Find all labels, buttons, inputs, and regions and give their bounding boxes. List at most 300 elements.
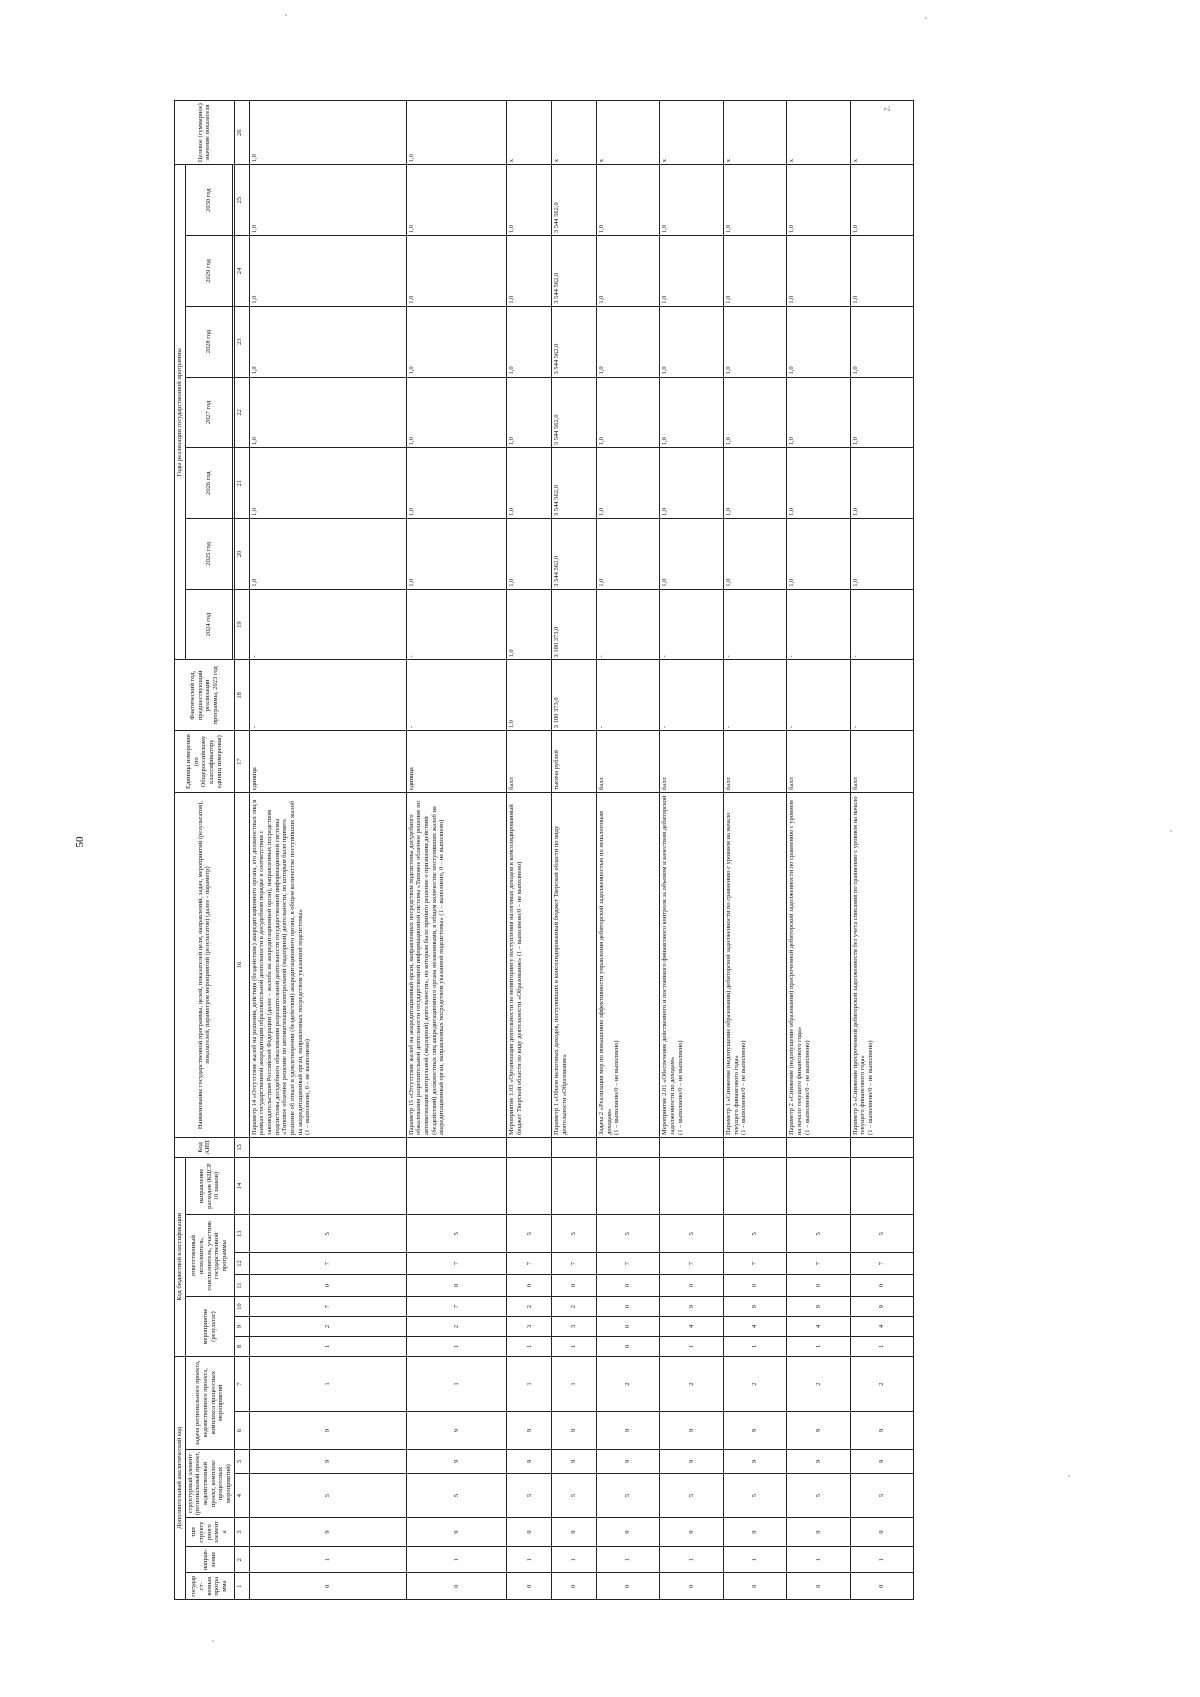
code-cell: 5 bbox=[596, 1474, 659, 1518]
code-cell bbox=[249, 1137, 406, 1157]
code-cell: 9 bbox=[596, 1412, 659, 1450]
code-cell: 9 bbox=[850, 1297, 914, 1317]
year-value-cell: 1,0 bbox=[507, 377, 552, 448]
year-value-cell: 1,0 bbox=[507, 519, 552, 590]
year-value-cell: 1,0 bbox=[660, 448, 723, 519]
code-cell: 4 bbox=[787, 1317, 850, 1337]
header-year-2028: 2028 год bbox=[185, 306, 232, 377]
fact-year-cell: 1,0 bbox=[507, 660, 552, 731]
unit-cell: балл bbox=[787, 731, 850, 793]
header-analytic-code: Дополнительный аналитический код bbox=[175, 1356, 186, 1599]
table-row bbox=[787, 101, 850, 1600]
header-executor: ответственный исполнитель, соисполнитель, участник государственной программы bbox=[185, 1215, 234, 1297]
year-value-cell: 1,0 bbox=[406, 165, 507, 236]
code-cell: 1 bbox=[507, 1546, 552, 1573]
column-number: 15 bbox=[234, 1137, 249, 1157]
year-value-cell: - bbox=[596, 589, 659, 660]
year-value-cell: 1,0 bbox=[406, 236, 507, 307]
code-cell: 1 bbox=[850, 1336, 914, 1356]
column-number: 1 bbox=[234, 1573, 249, 1600]
year-value-cell: 1,0 bbox=[249, 165, 406, 236]
year-value-cell: 1,0 bbox=[507, 236, 552, 307]
page-number: 50 bbox=[74, 836, 86, 848]
column-number: 11 bbox=[234, 1275, 249, 1297]
code-cell: 1 bbox=[723, 1546, 786, 1573]
column-number: 23 bbox=[234, 306, 249, 377]
code-cell: 7 bbox=[723, 1252, 786, 1274]
code-cell: 0 bbox=[507, 1573, 552, 1600]
year-value-cell: 1,0 bbox=[406, 519, 507, 590]
code-cell: 5 bbox=[723, 1474, 786, 1518]
year-value-cell: 1,0 bbox=[723, 448, 786, 519]
code-cell bbox=[723, 1157, 786, 1215]
year-value-cell: 1,0 bbox=[850, 448, 914, 519]
year-value-cell: - bbox=[249, 589, 406, 660]
code-cell: 1 bbox=[552, 1356, 597, 1411]
code-cell: 0 bbox=[850, 1573, 914, 1600]
fact-year-cell: - bbox=[249, 660, 406, 731]
year-value-cell: 1,0 bbox=[507, 589, 552, 660]
column-number: 14 bbox=[234, 1157, 249, 1215]
fact-year-cell: - bbox=[723, 660, 786, 731]
code-cell bbox=[406, 1137, 507, 1157]
column-number: 24 bbox=[234, 236, 249, 307]
fact-year-cell: - bbox=[406, 660, 507, 731]
code-cell: 1 bbox=[406, 1546, 507, 1573]
year-value-cell: 1,0 bbox=[787, 306, 850, 377]
year-value-cell: - bbox=[850, 589, 914, 660]
header-direction: направ-ление bbox=[185, 1546, 234, 1573]
code-cell: 0 bbox=[660, 1573, 723, 1600]
parameter-description: Параметр 2 «Снижение (недопущение образования) просроченной дебиторской задолженности по сравнению с уровнем на начало текущего финансового года» (1 – выполнено/0 – не выполнено) bbox=[787, 793, 850, 1138]
code-cell: 9 bbox=[596, 1449, 659, 1473]
code-cell: 7 bbox=[660, 1252, 723, 1274]
code-cell: 0 bbox=[596, 1297, 659, 1317]
table-body bbox=[234, 101, 914, 1600]
year-value-cell: 1,0 bbox=[787, 165, 850, 236]
rotated-page bbox=[174, 100, 886, 1600]
code-cell: 3 bbox=[552, 1317, 597, 1337]
header-event: мероприятие (результат) bbox=[185, 1297, 234, 1357]
code-cell: 2 bbox=[660, 1356, 723, 1411]
code-cell: 9 bbox=[850, 1518, 914, 1547]
code-cell: 7 bbox=[406, 1252, 507, 1274]
code-cell: 7 bbox=[596, 1252, 659, 1274]
code-cell: 9 bbox=[660, 1297, 723, 1317]
column-number: 2 bbox=[234, 1546, 249, 1573]
year-value-cell: 1,0 bbox=[660, 377, 723, 448]
header-element: структурный элемент (региональный проект, ведомственный проект, комплекс процессных мероприятий) bbox=[185, 1449, 234, 1518]
year-value-cell: 3 544 562,0 bbox=[552, 448, 597, 519]
table-row bbox=[507, 101, 552, 1600]
code-cell bbox=[850, 1157, 914, 1215]
column-number: 5 bbox=[234, 1449, 249, 1473]
year-value-cell: 1,0 bbox=[850, 519, 914, 590]
table-row bbox=[723, 101, 786, 1600]
code-cell: 9 bbox=[249, 1518, 406, 1547]
target-cell: 1,0 bbox=[249, 101, 406, 165]
code-cell: 9 bbox=[249, 1412, 406, 1450]
header-unit: Единица измерения (по Общероссийскому классификатору единиц измерения) bbox=[175, 731, 235, 793]
code-cell: 0 bbox=[249, 1275, 406, 1297]
code-cell: 1 bbox=[552, 1336, 597, 1356]
code-cell: 5 bbox=[552, 1474, 597, 1518]
column-number: 12 bbox=[234, 1252, 249, 1274]
corner-mark: 2. bbox=[882, 105, 892, 112]
code-cell: 1 bbox=[787, 1336, 850, 1356]
year-value-cell: - bbox=[660, 589, 723, 660]
parameter-description: Параметр 1 «Объем налоговых доходов, поступивших в консолидированный бюджет Тверской области по виду деятельности «Образование» bbox=[552, 793, 597, 1138]
year-value-cell: 1,0 bbox=[596, 448, 659, 519]
code-cell: 4 bbox=[850, 1317, 914, 1337]
header-year-2024: 2024 год bbox=[185, 589, 232, 660]
unit-cell: единица bbox=[406, 731, 507, 793]
year-value-cell: 1,0 bbox=[249, 448, 406, 519]
column-number: 9 bbox=[234, 1317, 249, 1337]
unit-cell: балл bbox=[723, 731, 786, 793]
table-row bbox=[249, 101, 406, 1600]
year-value-cell: 1,0 bbox=[596, 306, 659, 377]
header-year-2026: 2026 год bbox=[185, 448, 232, 519]
header-year-2030: 2030 год bbox=[185, 165, 232, 236]
column-number: 20 bbox=[234, 519, 249, 590]
code-cell: 1 bbox=[507, 1356, 552, 1411]
code-cell: 0 bbox=[596, 1336, 659, 1356]
code-cell: 0 bbox=[660, 1275, 723, 1297]
target-cell: x bbox=[596, 101, 659, 165]
table-row bbox=[552, 101, 597, 1600]
code-cell: 5 bbox=[787, 1215, 850, 1253]
code-cell: 9 bbox=[850, 1412, 914, 1450]
code-cell: 2 bbox=[787, 1356, 850, 1411]
column-number: 17 bbox=[234, 731, 249, 793]
column-number: 19 bbox=[234, 589, 249, 660]
column-number: 10 bbox=[234, 1297, 249, 1317]
code-cell: 9 bbox=[552, 1518, 597, 1547]
header-years: Годы реализации государственной программы bbox=[175, 165, 186, 660]
parameter-description: Мероприятие 2.01 «Обеспечение действенного и постоянного финансового контроля за объемом и качеством дебиторской задолженности по доходам» (1 – выполнено/0 – не выполнено) bbox=[660, 793, 723, 1138]
target-cell: x bbox=[850, 101, 914, 165]
code-cell: 1 bbox=[596, 1546, 659, 1573]
code-cell: 7 bbox=[850, 1252, 914, 1274]
year-value-cell: 1,0 bbox=[787, 377, 850, 448]
code-cell: 9 bbox=[787, 1518, 850, 1547]
parameter-description: Задача 2 «Реализация мер по повышению эффективности управления дебиторской задолженностью по неналоговым доходам» (1 – выполнено/0 – не выполнено) bbox=[596, 793, 659, 1138]
code-cell: 5 bbox=[596, 1215, 659, 1253]
code-cell: 0 bbox=[787, 1275, 850, 1297]
column-number: 3 bbox=[234, 1518, 249, 1547]
code-cell: 1 bbox=[723, 1336, 786, 1356]
fact-year-cell: 3 180 373,0 bbox=[552, 660, 597, 731]
target-cell: x bbox=[723, 101, 786, 165]
header-task: задача регионального проекта, ведомственного проекта, комплекса процессных мероприятий bbox=[185, 1356, 234, 1449]
code-cell bbox=[596, 1137, 659, 1157]
code-cell: 7 bbox=[787, 1252, 850, 1274]
column-number: 7 bbox=[234, 1356, 249, 1411]
header-aip-code: Код АИП bbox=[175, 1137, 235, 1157]
code-cell: 0 bbox=[507, 1275, 552, 1297]
year-value-cell: 1,0 bbox=[596, 377, 659, 448]
code-cell: 5 bbox=[660, 1474, 723, 1518]
code-cell bbox=[787, 1137, 850, 1157]
code-cell: 9 bbox=[552, 1412, 597, 1450]
scan-speck bbox=[285, 14, 287, 16]
code-cell: 9 bbox=[507, 1449, 552, 1473]
code-cell: 1 bbox=[249, 1336, 406, 1356]
code-cell: 1 bbox=[660, 1546, 723, 1573]
code-cell: 1 bbox=[660, 1336, 723, 1356]
code-cell: 9 bbox=[596, 1518, 659, 1547]
year-value-cell: - bbox=[406, 589, 507, 660]
code-cell: 5 bbox=[723, 1215, 786, 1253]
code-cell: 9 bbox=[723, 1518, 786, 1547]
year-value-cell: 3 180 373,0 bbox=[552, 589, 597, 660]
parameter-description: Параметр 3 «Снижение просроченной дебиторской задолженности без учета списания по сравнению с уровнем на начало текущего финансового года» (1 – выполнено/0 – не выполнено) bbox=[850, 793, 914, 1138]
year-value-cell: 1,0 bbox=[723, 377, 786, 448]
code-cell: 9 bbox=[406, 1518, 507, 1547]
code-cell bbox=[507, 1157, 552, 1215]
program-table bbox=[174, 100, 914, 1600]
scan-speck bbox=[925, 17, 927, 19]
column-number-row bbox=[234, 101, 249, 1600]
header-year-2027: 2027 год bbox=[185, 377, 232, 448]
code-cell: 9 bbox=[787, 1297, 850, 1317]
code-cell: 0 bbox=[596, 1275, 659, 1297]
code-cell: 1 bbox=[552, 1546, 597, 1573]
year-value-cell: 1,0 bbox=[507, 165, 552, 236]
year-value-cell: - bbox=[723, 589, 786, 660]
code-cell bbox=[552, 1137, 597, 1157]
code-cell bbox=[660, 1157, 723, 1215]
code-cell: 9 bbox=[249, 1449, 406, 1473]
year-value-cell: 1,0 bbox=[723, 306, 786, 377]
code-cell: 9 bbox=[406, 1449, 507, 1473]
code-cell: 9 bbox=[723, 1412, 786, 1450]
code-cell: 7 bbox=[249, 1297, 406, 1317]
year-value-cell: - bbox=[787, 589, 850, 660]
year-value-cell: 1,0 bbox=[406, 306, 507, 377]
code-cell: 2 bbox=[596, 1356, 659, 1411]
code-cell: 9 bbox=[660, 1449, 723, 1473]
code-cell: 9 bbox=[507, 1518, 552, 1547]
year-value-cell: 1,0 bbox=[596, 165, 659, 236]
header-year-2029: 2029 год bbox=[185, 236, 232, 307]
code-cell: 5 bbox=[507, 1474, 552, 1518]
code-cell: 5 bbox=[507, 1215, 552, 1253]
code-cell: 2 bbox=[507, 1297, 552, 1317]
year-value-cell: 1,0 bbox=[660, 519, 723, 590]
fact-year-cell: - bbox=[596, 660, 659, 731]
table-row bbox=[406, 101, 507, 1600]
code-cell bbox=[596, 1157, 659, 1215]
year-value-cell: 1,0 bbox=[787, 236, 850, 307]
unit-cell: балл bbox=[850, 731, 914, 793]
year-value-cell: 1,0 bbox=[850, 165, 914, 236]
code-cell: 0 bbox=[723, 1573, 786, 1600]
year-value-cell: 1,0 bbox=[723, 519, 786, 590]
parameter-description: Параметр 14 «Отсутствие жалоб на решения, действия (бездействие) аккредитационного органа, его должностных лиц в рамках государственной аккредитации образовательной деятельности в досудебном порядке в соответствии с законодательством Российской Федерации (далее – жалоба на аккредитационный орган), направленных посредством подсистемы досудебного обжалования разрешительной деятельности государственной информационной системы «Типовое облачное решение по автоматизации контрольной (надзорной) деятельности, по которым было принято решение об отказе в удовлетворении (бездействий) аккредитационного органа, в общем количестве поступивших жалоб на аккредитационный орган, направленных посредством указанной подсистемы» (1 – выполнено, 0 – не выполнено) bbox=[249, 793, 406, 1138]
year-value-cell: 1,0 bbox=[596, 519, 659, 590]
code-cell: 1 bbox=[850, 1546, 914, 1573]
column-number: 13 bbox=[234, 1215, 249, 1253]
code-cell: 2 bbox=[249, 1317, 406, 1337]
code-cell bbox=[723, 1137, 786, 1157]
header-name: Наименование государственной программы, целей, показателей цели, направлений, задач, мероприятий (результатов), показателей, параметров мероприятий (результатов) (далее - параметр) bbox=[175, 793, 235, 1138]
year-value-cell: 1,0 bbox=[406, 377, 507, 448]
code-cell: 0 bbox=[406, 1275, 507, 1297]
code-cell: 1 bbox=[249, 1546, 406, 1573]
header-target: Целевое (суммарное) значение показателя bbox=[175, 101, 235, 165]
unit-cell: балл bbox=[660, 731, 723, 793]
parameter-description: Параметр 1 «Снижение (недопущение образования) дебиторской задолженности по сравнению с уровнем на начало текущего финансового года» (1 – выполнено/0 – не выполнено) bbox=[723, 793, 786, 1138]
year-value-cell: 1,0 bbox=[850, 236, 914, 307]
year-value-cell: 1,0 bbox=[723, 165, 786, 236]
code-cell: 0 bbox=[850, 1275, 914, 1297]
target-cell: x bbox=[787, 101, 850, 165]
target-cell: x bbox=[552, 101, 597, 165]
column-number: 6 bbox=[234, 1412, 249, 1450]
header-program: государст-венная программа bbox=[185, 1573, 234, 1600]
code-cell: 9 bbox=[660, 1412, 723, 1450]
unit-cell: балл bbox=[507, 731, 552, 793]
target-cell: x bbox=[660, 101, 723, 165]
code-cell: 1 bbox=[406, 1336, 507, 1356]
code-cell: 9 bbox=[406, 1412, 507, 1450]
code-cell: 4 bbox=[660, 1317, 723, 1337]
column-number: 8 bbox=[234, 1336, 249, 1356]
code-cell: 9 bbox=[552, 1449, 597, 1473]
code-cell: 0 bbox=[723, 1275, 786, 1297]
code-cell: 1 bbox=[406, 1356, 507, 1411]
year-value-cell: 1,0 bbox=[249, 236, 406, 307]
code-cell: 0 bbox=[787, 1573, 850, 1600]
year-value-cell: 1,0 bbox=[507, 306, 552, 377]
fact-year-cell: - bbox=[787, 660, 850, 731]
column-number: 4 bbox=[234, 1474, 249, 1518]
year-value-cell: 3 544 562,0 bbox=[552, 165, 597, 236]
code-cell: 5 bbox=[406, 1215, 507, 1253]
code-cell: 5 bbox=[787, 1474, 850, 1518]
year-value-cell: 1,0 bbox=[507, 448, 552, 519]
year-value-cell: 1,0 bbox=[596, 236, 659, 307]
table-row bbox=[850, 101, 914, 1600]
code-cell bbox=[660, 1137, 723, 1157]
table-row bbox=[596, 101, 659, 1600]
code-cell: 7 bbox=[406, 1297, 507, 1317]
header-year-2025: 2025 год bbox=[185, 519, 232, 590]
year-value-cell: 1,0 bbox=[787, 519, 850, 590]
year-value-cell: 3 544 562,0 bbox=[552, 377, 597, 448]
code-cell: 9 bbox=[660, 1518, 723, 1547]
code-cell: 7 bbox=[552, 1252, 597, 1274]
code-cell: 9 bbox=[850, 1449, 914, 1473]
code-cell: 5 bbox=[249, 1474, 406, 1518]
header-expense-direction: направление расходов (КЦСР 10 знаков) bbox=[185, 1157, 234, 1215]
code-cell bbox=[507, 1137, 552, 1157]
code-cell: 5 bbox=[249, 1215, 406, 1253]
code-cell: 5 bbox=[850, 1215, 914, 1253]
header-budget-code: Код бюджетной классификации bbox=[175, 1157, 186, 1356]
column-number: 25 bbox=[234, 165, 249, 236]
scan-speck bbox=[212, 1640, 214, 1642]
column-number: 16 bbox=[234, 793, 249, 1138]
code-cell: 5 bbox=[660, 1215, 723, 1253]
code-cell: 5 bbox=[850, 1474, 914, 1518]
code-cell: 9 bbox=[787, 1449, 850, 1473]
code-cell: 0 bbox=[596, 1573, 659, 1600]
year-value-cell: 1,0 bbox=[249, 306, 406, 377]
code-cell: 0 bbox=[552, 1573, 597, 1600]
code-cell bbox=[249, 1157, 406, 1215]
fact-year-cell: - bbox=[850, 660, 914, 731]
column-number: 21 bbox=[234, 448, 249, 519]
table-row bbox=[660, 101, 723, 1600]
year-value-cell: 3 544 562,0 bbox=[552, 519, 597, 590]
year-value-cell: 3 544 562,0 bbox=[552, 306, 597, 377]
parameter-description: Параметр 15 «Отсутствие жалоб на аккредитационный орган, направленных посредством подсистемы досудебного обжалования разрешительной деятельности государственной информационной системы «Типовое облачное решение по автоматизации контрольной (надзорной) деятельности», по которым было принято решение о признании действий (бездействий) должностных лиц аккредитационного органа незаконными, в общем количестве поступивших жалоб на аккредитационный орган, направленных посредством указанной подсистемы» (1 – выполнено, 0 – не выполнено) bbox=[406, 793, 507, 1138]
code-cell: 2 bbox=[723, 1356, 786, 1411]
target-cell: x bbox=[507, 101, 552, 165]
code-cell: 0 bbox=[552, 1275, 597, 1297]
year-value-cell: 1,0 bbox=[660, 165, 723, 236]
header-element-type: тип структурного элемента bbox=[185, 1518, 234, 1547]
code-cell: 2 bbox=[850, 1356, 914, 1411]
year-value-cell: 1,0 bbox=[787, 448, 850, 519]
year-value-cell: 1,0 bbox=[660, 236, 723, 307]
code-cell: 2 bbox=[406, 1317, 507, 1337]
unit-cell: балл bbox=[596, 731, 659, 793]
code-cell: 4 bbox=[723, 1317, 786, 1337]
year-value-cell: 1,0 bbox=[850, 377, 914, 448]
code-cell: 2 bbox=[552, 1297, 597, 1317]
target-cell: 1,0 bbox=[406, 101, 507, 165]
code-cell bbox=[552, 1157, 597, 1215]
code-cell: 9 bbox=[787, 1412, 850, 1450]
year-value-cell: 1,0 bbox=[850, 306, 914, 377]
header-fact-year: Фактический год, предшествующий реализации программы, 2023 год bbox=[175, 660, 235, 731]
code-cell: 9 bbox=[507, 1412, 552, 1450]
code-cell: 7 bbox=[249, 1252, 406, 1274]
code-cell: 0 bbox=[249, 1573, 406, 1600]
year-value-cell: 1,0 bbox=[660, 306, 723, 377]
fact-year-cell: - bbox=[660, 660, 723, 731]
unit-cell: единица bbox=[249, 731, 406, 793]
scan-speck bbox=[1068, 1475, 1070, 1477]
code-cell: 1 bbox=[507, 1336, 552, 1356]
code-cell: 9 bbox=[723, 1449, 786, 1473]
parameter-description: Мероприятие 1.03 «Организация деятельности по мониторингу поступления налоговых доходов в консолидированный бюджет Тверской области по виду деятельности «Образование» (1 – выполнено/0 – не выполнено) bbox=[507, 793, 552, 1138]
year-value-cell: 1,0 bbox=[723, 236, 786, 307]
code-cell bbox=[406, 1157, 507, 1215]
code-cell bbox=[787, 1157, 850, 1215]
code-cell: 0 bbox=[406, 1573, 507, 1600]
column-number: 18 bbox=[234, 660, 249, 731]
code-cell: 0 bbox=[596, 1317, 659, 1337]
column-number: 22 bbox=[234, 377, 249, 448]
code-cell: 5 bbox=[406, 1474, 507, 1518]
year-value-cell: 3 544 562,0 bbox=[552, 236, 597, 307]
code-cell: 1 bbox=[787, 1546, 850, 1573]
code-cell bbox=[850, 1137, 914, 1157]
year-value-cell: 1,0 bbox=[249, 519, 406, 590]
code-cell: 5 bbox=[552, 1215, 597, 1253]
code-cell: 7 bbox=[507, 1252, 552, 1274]
code-cell: 9 bbox=[723, 1297, 786, 1317]
table-frame bbox=[174, 100, 886, 1600]
code-cell: 1 bbox=[249, 1356, 406, 1411]
code-cell: 3 bbox=[507, 1317, 552, 1337]
unit-cell: тысяча рублей bbox=[552, 731, 597, 793]
